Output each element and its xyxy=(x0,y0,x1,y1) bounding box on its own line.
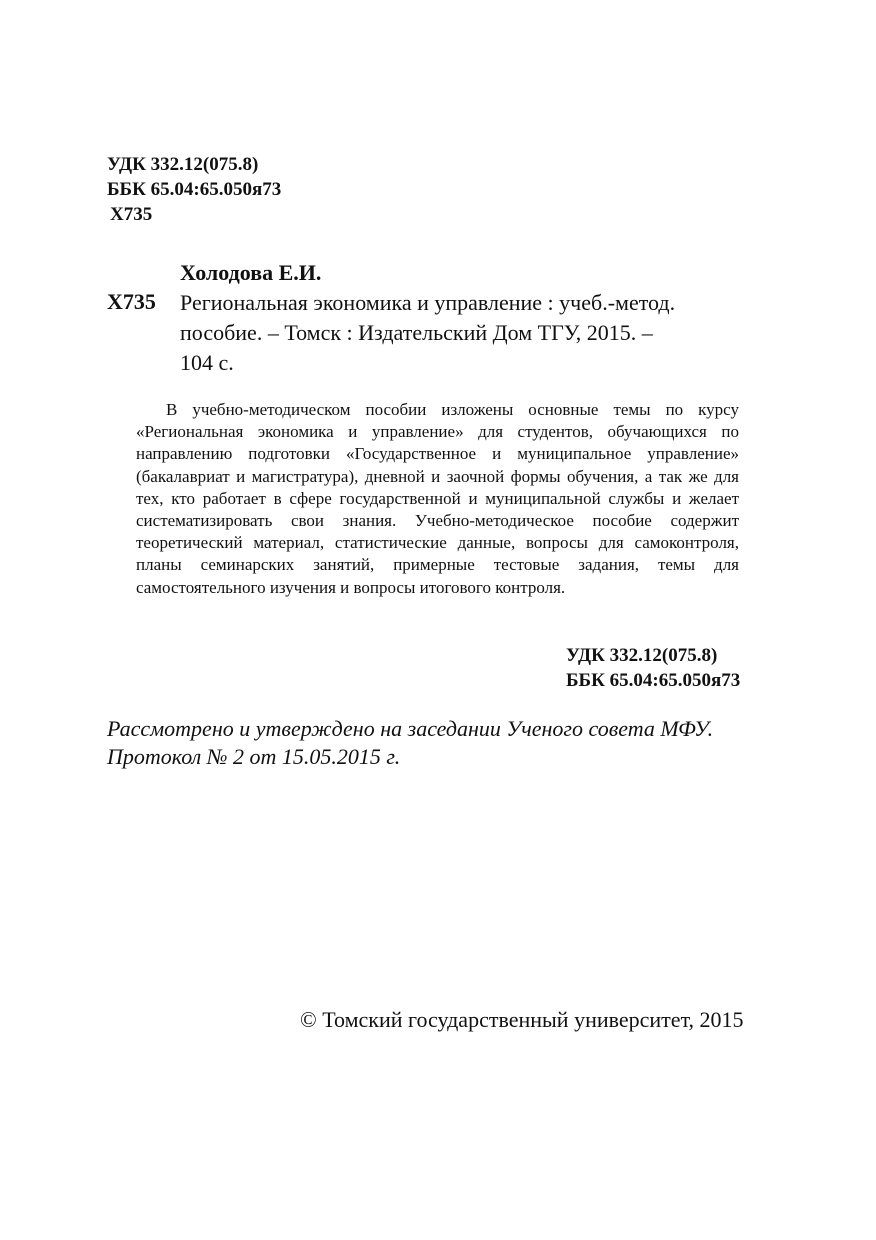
bibliographic-description xyxy=(180,288,760,378)
title-line: пособие. – Томск : Издательский Дом ТГУ, 2015. – xyxy=(180,320,653,345)
copyright-notice: © Томский государственный университет, 2015 xyxy=(300,1007,744,1032)
bbk-code: ББК 65.04:65.050я73 xyxy=(107,179,282,200)
author-name: Холодова Е.И. xyxy=(180,260,322,285)
approval-line: Рассмотрено и утверждено на заседании Ученого совета МФУ. xyxy=(107,716,714,741)
udk-code: УДК 332.12(075.8) xyxy=(566,645,718,666)
classification-codes-bottom xyxy=(566,643,740,693)
title-line: 104 с. xyxy=(180,350,234,375)
protocol-line: Протокол № 2 от 15.05.2015 г. xyxy=(107,744,401,769)
classification-codes-top xyxy=(107,152,281,227)
bbk-code: ББК 65.04:65.050я73 xyxy=(566,670,741,691)
udk-code: УДК 332.12(075.8) xyxy=(107,154,259,175)
abstract-paragraph: В учебно-методическом пособии изложены основные темы по курсу «Региональная экономика и управление» для студентов, обучающихся по направлению подготовки «Государственное и муниципальное управление» (бакалавриат и магистратура), дневной и заочной формы обучения, а так же для тех, кто работает в сфере государственной и муниципальной службы и желает систематизировать свои знания. Учебно-методическое пособие содержит теоретический материал, статистические данные, вопросы для самоконтроля, планы семинарских занятий, примерные тестовые задания, темы для самостоятельного изучения и вопросы итогового контроля. xyxy=(136,400,739,597)
approval-note xyxy=(107,715,713,771)
cutter-code: Х735 xyxy=(110,204,153,225)
entry-cutter-code: Х735 xyxy=(107,289,156,314)
title-line: Региональная экономика и управление : учеб.-метод. xyxy=(180,290,676,315)
